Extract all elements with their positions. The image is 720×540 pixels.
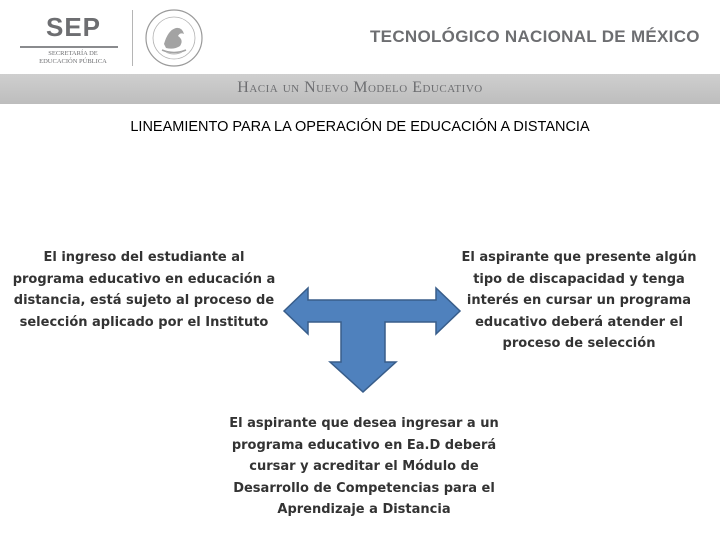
header-divider bbox=[132, 10, 133, 66]
left-text-line: distancia, está sujeto al proceso de bbox=[13, 293, 275, 308]
sep-logo-subtitle-line2: EDUCACIÓN PÚBLICA bbox=[39, 58, 107, 65]
right-text-line: proceso de selección bbox=[502, 336, 656, 351]
bottom-text-line: Aprendizaje a Distancia bbox=[277, 502, 451, 517]
bottom-text-line: cursar y acreditar el Módulo de bbox=[249, 459, 479, 474]
slogan-text: Hacia un Nuevo Modelo Educativo bbox=[237, 79, 483, 96]
institution-name: TECNOLÓGICO NACIONAL DE MÉXICO bbox=[370, 27, 700, 46]
right-text-line: tipo de discapacidad y tenga bbox=[473, 271, 685, 287]
bottom-text-line: Desarrollo de Competencias para el bbox=[233, 480, 495, 496]
bottom-text-block bbox=[224, 413, 504, 521]
header bbox=[0, 0, 720, 74]
left-text-line: selección aplicado por el Instituto bbox=[19, 314, 269, 330]
right-text-line: interés en cursar un programa bbox=[466, 293, 692, 308]
left-text-line: programa educativo en educación a bbox=[12, 271, 276, 287]
slide-title: LINEAMIENTO PARA LA OPERACIÓN DE EDUCACIÓN A DISTANCIA bbox=[130, 119, 590, 135]
sep-logo bbox=[18, 10, 128, 66]
right-text-block bbox=[454, 247, 704, 355]
right-text-line: El aspirante que presente algún bbox=[461, 250, 697, 265]
bottom-text-line: El aspirante que desea ingresar a un bbox=[229, 416, 499, 431]
sep-logo-name: SEP bbox=[46, 12, 102, 42]
sep-logo-subtitle-line1: SECRETARÍA DE bbox=[48, 50, 98, 57]
left-text-block bbox=[4, 247, 284, 333]
t-shaped-three-way-arrow-icon bbox=[282, 280, 462, 400]
bottom-text-line: programa educativo en Ea.D deberá bbox=[231, 437, 497, 453]
mexican-coat-of-arms-seal-icon bbox=[144, 8, 204, 68]
right-text-line: educativo deberá atender el bbox=[475, 314, 683, 330]
sep-logo-subtitle bbox=[18, 50, 128, 66]
slogan-band bbox=[0, 74, 720, 104]
sep-logo-rule bbox=[20, 46, 118, 48]
left-text-line: El ingreso del estudiante al bbox=[43, 250, 245, 265]
